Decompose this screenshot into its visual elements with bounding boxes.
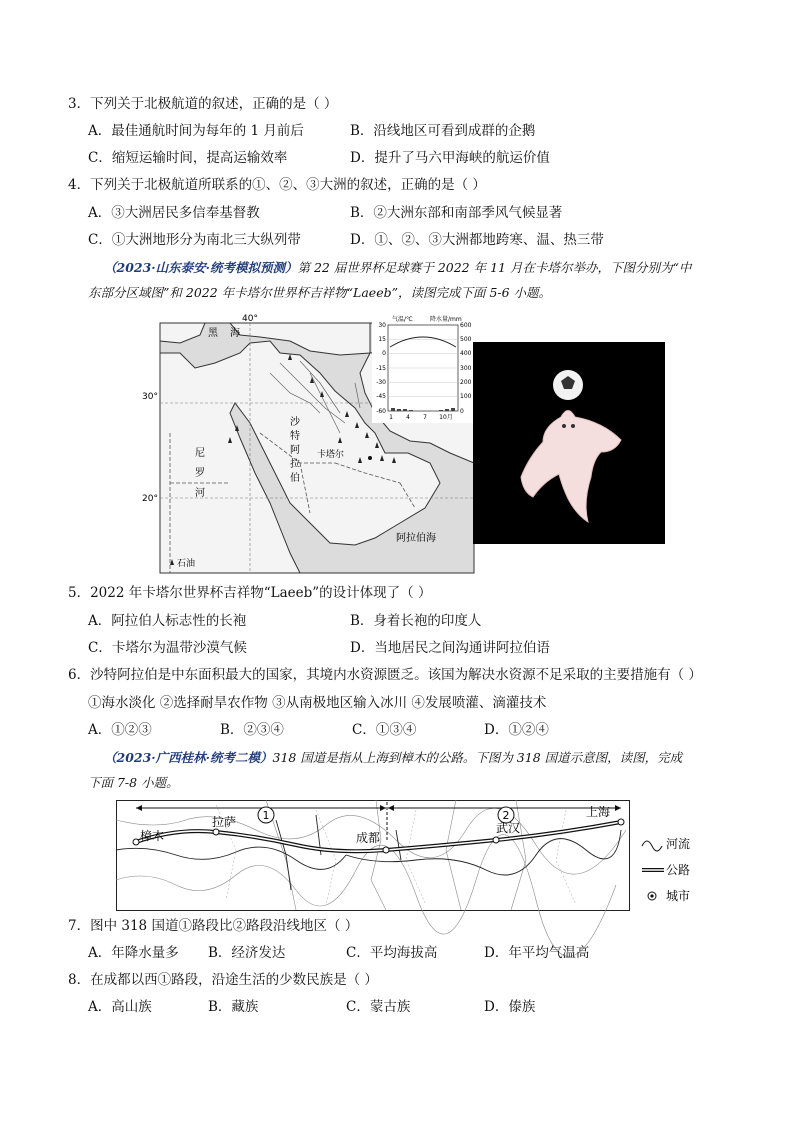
intro-7-8-line2: 下面 7-8 小题。 — [88, 775, 179, 790]
temp-tick: 30 — [378, 322, 386, 329]
legend-road: 公路 — [666, 863, 691, 877]
route-map-legend — [640, 830, 700, 910]
city-lhasa: 拉萨 — [212, 815, 237, 829]
q8-option-d: D．傣族 — [484, 999, 536, 1015]
q4-option-d: D．①、②、③大洲都地跨寒、温、热三带 — [350, 232, 604, 248]
q6-option-c: C．①③④ — [352, 722, 417, 738]
precip-tick: 500 — [460, 336, 472, 343]
city-chengdu: 成都 — [356, 831, 381, 845]
city-zhangmu: 樟木 — [140, 829, 165, 843]
q6-option-a: A．①②③ — [88, 722, 152, 738]
temp-tick: -60 — [376, 408, 386, 415]
q3-option-c: C．缩短运输时间，提高运输效率 — [88, 150, 288, 166]
precip-axis-label: 降水量/mm — [430, 316, 462, 323]
q5-option-c: C．卡塔尔为温带沙漠气候 — [88, 640, 247, 656]
month-tick: 1 — [389, 414, 393, 421]
temp-axis-label: 气温/℃ — [392, 316, 413, 323]
question-5-stem: 5．2022 年卡塔尔世界杯吉祥物“Laeeb”的设计体现了（ ） — [68, 585, 432, 601]
q6-option-d: D．①②④ — [484, 722, 549, 738]
question-8-stem: 8．在成都以西①路段，沿途生活的少数民族是（ ） — [68, 972, 378, 988]
precip-tick: 400 — [460, 350, 472, 357]
qatar-label: 卡塔尔 — [317, 450, 345, 460]
climate-chart — [372, 313, 476, 423]
oil-legend-label: 石油 — [177, 559, 196, 569]
black-sea-label-2: 海 — [230, 328, 240, 339]
q5-option-d: D．当地居民之间沟通讲阿拉伯语 — [350, 640, 550, 656]
segment-2-label: 2 — [502, 809, 510, 822]
q8-option-b: B．藏族 — [208, 999, 259, 1015]
route-318-map — [116, 800, 636, 912]
question-3-stem: 3．下列关于北极航道的叙述，正确的是（ ） — [68, 96, 338, 112]
q3-option-a: A．最佳通航时间为每年的 1 月前后 — [88, 123, 304, 139]
month-tick: 7 — [423, 414, 427, 421]
saudi-label-4: 拉 — [290, 459, 300, 470]
q4-option-c: C．①大洲地形分为南北三大纵列带 — [88, 232, 301, 248]
segment-1-label: 1 — [262, 809, 270, 822]
question-7-stem: 7．图中 318 国道①路段比②路段沿线地区（ ） — [68, 918, 359, 934]
temp-tick: -45 — [376, 393, 386, 400]
saudi-label-5: 伯 — [290, 473, 300, 484]
q7-option-a: A．年降水量多 — [88, 945, 179, 961]
river-legend-icon — [642, 841, 662, 851]
temp-tick: 0 — [382, 350, 386, 357]
q8-option-c: C．蒙古族 — [346, 999, 411, 1015]
city-shanghai: 上海 — [586, 805, 611, 819]
month-tick: 4 — [406, 414, 410, 421]
temp-tick: 15 — [378, 336, 386, 343]
question-6-stem: 6．沙特阿拉伯是中东面积最大的国家，其境内水资源匮乏。该国为解决水资源不足采取的主要措施有（ ） — [68, 667, 702, 683]
q7-option-c: C．平均海拔高 — [346, 945, 438, 961]
precip-tick: 200 — [460, 379, 472, 386]
q6-option-b: B．②③④ — [220, 722, 284, 738]
month-tick: 10月 — [439, 414, 453, 421]
laeeb-mascot-image — [473, 342, 665, 544]
q4-option-b: B．②大洲东部和南部季风气候显著 — [350, 205, 563, 221]
q7-option-d: D．年平均气温高 — [484, 945, 590, 961]
temp-tick: -15 — [376, 365, 386, 372]
saudi-label-2: 特 — [290, 431, 300, 442]
legend-city: 城市 — [666, 889, 691, 903]
q8-option-a: A．高山族 — [88, 999, 152, 1015]
lat-30-label: 30° — [142, 392, 158, 402]
city-wuhan: 武汉 — [496, 821, 521, 835]
lon-40-label: 40° — [242, 314, 258, 324]
intro-5-6-source: （2023·山东泰安·统考模拟预测） — [104, 260, 298, 275]
saudi-label-1: 沙 — [290, 417, 300, 428]
temp-tick: -30 — [376, 379, 386, 386]
nile-label-1: 尼 — [195, 448, 205, 459]
black-sea-label-1: 黑 — [208, 328, 218, 339]
arabian-sea-label: 阿拉伯海 — [396, 533, 436, 544]
intro-7-8-source: （2023·广西桂林·统考二模） — [104, 750, 273, 765]
intro-5-6-line2: 东部分区域图”和 2022 年卡塔尔世界杯吉祥物“Laeeb”，读图完成下面 5-6 小题。 — [88, 285, 552, 300]
nile-label-3: 河 — [195, 488, 205, 499]
intro-5-6-text: 第 22 届世界杯足球赛于 2022 年 11 月在卡塔尔举办，下图分别为“中 — [297, 260, 692, 275]
saudi-label-3: 阿 — [290, 445, 300, 456]
q5-option-a: A．阿拉伯人标志性的长袍 — [88, 613, 247, 629]
q6-measures: ①海水淡化 ②选择耐旱农作物 ③从南极地区输入冰川 ④发展喷灌、滴灌技术 — [88, 695, 547, 711]
intro-5-6-line1 — [104, 258, 691, 278]
q7-option-b: B．经济发达 — [208, 945, 286, 961]
nile-label-2: 罗 — [195, 468, 205, 479]
intro-7-8-text: 318 国道是指从上海到樟木的公路。下图为 318 国道示意图，读图，完成 — [272, 750, 683, 765]
q5-option-b: B．身着长袍的印度人 — [350, 613, 482, 629]
q3-option-d: D．提升了马六甲海峡的航运价值 — [350, 150, 550, 166]
intro-7-8-line1 — [104, 748, 682, 768]
precip-tick: 300 — [460, 365, 472, 372]
question-4-stem: 4．下列关于北极航道所联系的①、②、③大洲的叙述，正确的是（ ） — [68, 177, 486, 193]
precip-tick: 0 — [460, 408, 464, 415]
q4-option-a: A．③大洲居民多信奉基督教 — [88, 205, 260, 221]
legend-river: 河流 — [666, 837, 691, 851]
precip-tick: 600 — [460, 322, 472, 329]
q3-option-b: B．沿线地区可看到成群的企鹅 — [350, 123, 536, 139]
precip-tick: 100 — [460, 393, 472, 400]
lat-20-label: 20° — [142, 494, 158, 504]
